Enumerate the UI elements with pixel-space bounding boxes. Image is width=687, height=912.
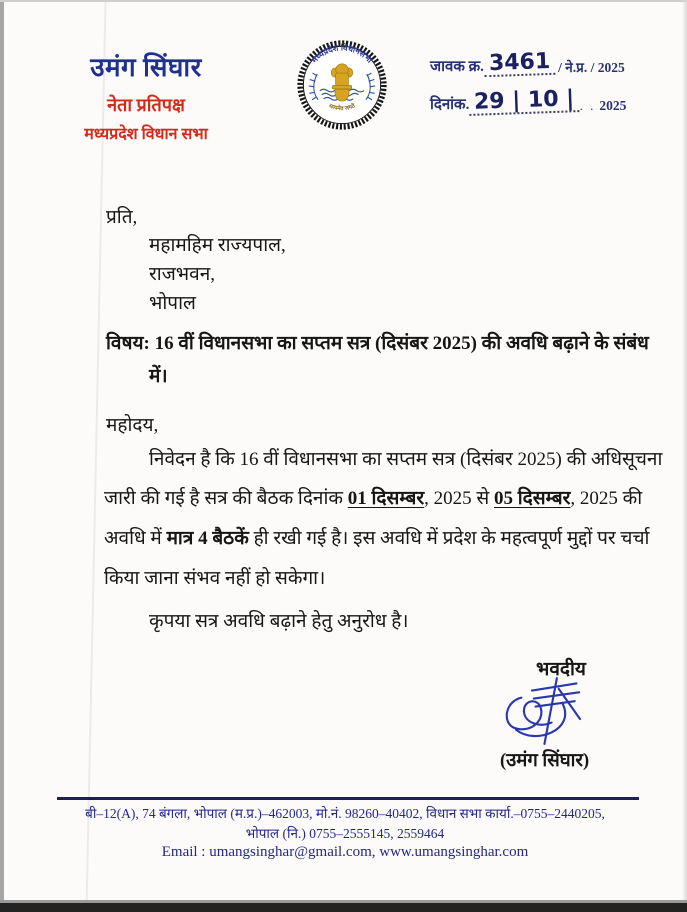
outward-number-row — [430, 48, 675, 77]
request-line: कृपया सत्र अवधि बढ़ाने हेतु अनुरोध है। — [149, 611, 409, 632]
date-handwritten: 29 | 10 | — [469, 88, 580, 116]
signatory-name: (उमंग सिंघार) — [500, 751, 590, 771]
sender-designation: नेता प्रतिपक्ष — [107, 95, 185, 115]
footer-phone-line: भोपाल (नि.) 0755–2555145, 2559464 — [245, 826, 445, 841]
body-text: अवधि में — [104, 528, 167, 549]
sender-name: उमंग सिंघार — [90, 53, 202, 82]
reference-block — [430, 48, 675, 115]
scan-edge-left — [0, 0, 4, 912]
sender-organization: मध्यप्रदेश विधान सभा — [84, 126, 208, 143]
date-row — [430, 86, 675, 115]
footer-address-line: बी–12(A), 74 बंगला, भोपाल (म.प्र.)–462003, मो.नं. 98260–40402, विधान सभा कार्या.–0755–2440205, — [85, 806, 605, 821]
date-label: दिनांक. — [430, 97, 470, 113]
letterhead-sender-block — [52, 48, 240, 144]
subject-line-1 — [106, 331, 649, 357]
emblem-top-text: मध्यप्रदेश विधानसभा — [309, 43, 375, 65]
body-text: , 2025 से — [424, 488, 494, 509]
sittings-count-emphasis: मात्र 4 बैठकें — [166, 528, 249, 549]
date-dots: . . — [579, 98, 596, 113]
body-line-1: निवेदन है कि 16 वीं विधानसभा का सप्तम सत्र (दिसंबर 2025) की अधिसूचना — [149, 449, 663, 470]
scan-edge-right — [682, 0, 687, 912]
mp-vidhan-sabha-emblem-icon — [296, 37, 388, 133]
body-text: ही रखी गई है। इस अवधि में प्रदेश के महत्वपूर्ण मुद्दों पर चर्चा — [248, 528, 650, 549]
outward-number-suffix: / ने.प्र. / 2025 — [558, 60, 625, 75]
body-line-3 — [104, 526, 649, 552]
recipient-line: राजभवन, — [149, 264, 216, 285]
closing-word: भवदीय — [536, 659, 586, 680]
footer-divider — [57, 797, 639, 800]
recipient-line: भोपाल — [149, 293, 196, 314]
body-text: जारी की गई है सत्र की बैठक दिनांक — [104, 488, 348, 509]
session-start-date: 01 दिसम्बर — [347, 488, 425, 509]
subject-label: विषय: — [106, 333, 150, 354]
subject-text: 16 वीं विधानसभा का सप्तम सत्र (दिसंबर 2025) की अवधि बढ़ाने के संबंध — [149, 333, 649, 354]
footer-email-line: Email : umangsinghar@gmail.com, www.umangsinghar.com — [161, 844, 529, 860]
body-text: , 2025 की — [570, 488, 643, 509]
session-end-date: 05 दिसम्बर — [494, 488, 571, 509]
to-label: प्रति, — [106, 207, 138, 228]
signature-ink-icon — [494, 671, 602, 751]
body-line-2 — [104, 486, 642, 512]
outward-number-label: जावक क्र. — [430, 59, 484, 75]
emblem-bottom-text: सत्यमेव जयते — [327, 103, 357, 113]
body-line-4: किया जाना संभव नहीं हो सकेगा। — [104, 568, 326, 589]
date-year: 2025 — [599, 98, 627, 113]
recipient-line: महामहिम राज्यपाल, — [149, 235, 286, 256]
outward-number-handwritten: 3461 — [484, 51, 556, 77]
scan-edge-bottom — [0, 903, 687, 912]
salutation: महोदय, — [106, 415, 159, 436]
scan-edge-top — [0, 0, 687, 2]
subject-line-2: में। — [149, 366, 168, 387]
